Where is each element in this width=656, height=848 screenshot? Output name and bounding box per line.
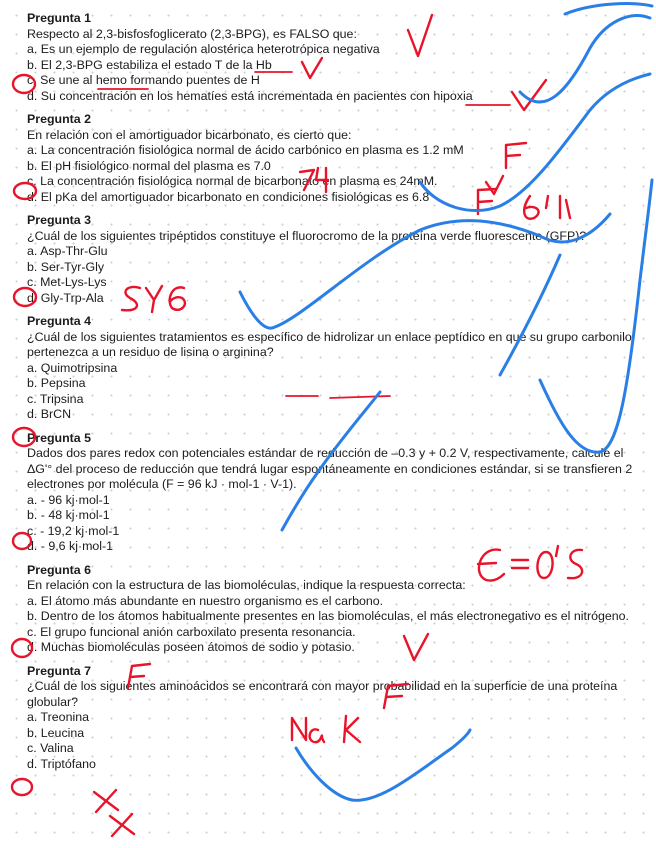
option-b: b. Pepsina — [27, 376, 86, 390]
option-d: d. Gly-Trp-Ala — [27, 290, 104, 305]
question-title: Pregunta 5 — [27, 430, 92, 445]
option-b: b. Dentro de los átomos habitualmente presentes en las biomoléculas, el más electronegativo es el nitrógeno. — [27, 609, 629, 623]
option-c: c. Tripsina — [27, 391, 84, 406]
cross-mark — [110, 814, 134, 836]
question-3 — [27, 213, 637, 306]
question-2 — [27, 112, 637, 205]
option-a: a. Treonina — [27, 710, 89, 724]
option-d: d. Su concentración en los hematíes está incrementada en pacientes con hipoxia — [27, 88, 473, 103]
option-a: a. - 96 kj·mol-1 — [27, 492, 110, 507]
option-c: c. Se une al hemo formando puentes de H — [27, 73, 260, 87]
option-a: a. El átomo más abundante en nuestro organismo es el carbono. — [27, 593, 384, 608]
question-title: Pregunta 4 — [27, 314, 92, 328]
option-d: d. - 9,6 kj·mol-1 — [27, 539, 114, 553]
question-7 — [27, 664, 637, 773]
option-d: d. Triptófano — [27, 756, 96, 771]
option-c: c. La concentración fisiológica normal de bicarbonato en plasma es 24mM. — [27, 174, 438, 188]
option-b: b. El 2,3-BPG estabiliza el estado T de la Hb — [27, 57, 272, 72]
question-stem: ¿Cuál de los siguientes aminoácidos se encontrará con mayor probabilidad en la superficie de una proteína globular? — [27, 679, 618, 709]
question-1 — [27, 11, 637, 104]
option-b: b. El pH fisiológico normal del plasma es 7.0 — [27, 158, 271, 173]
option-c: c. El grupo funcional anión carboxilato presenta resonancia. — [27, 624, 356, 639]
option-b: b. - 48 kj·mol-1 — [27, 508, 110, 522]
quiz-document — [27, 11, 637, 780]
question-4 — [27, 314, 637, 423]
option-d: d. Muchas biomoléculas poseen átomos de sodio y potasio. — [27, 640, 355, 654]
question-stem: ¿Cuál de los siguientes tratamientos es específico de hidrolizar un enlace peptídico en que su grupo carbonilo pertenezca a un residuo de lisina o arginina? — [27, 329, 632, 359]
question-title: Pregunta 7 — [27, 663, 92, 678]
question-title: Pregunta 3 — [27, 213, 92, 227]
option-c: c. Met-Lys-Lys — [27, 275, 107, 289]
option-c: c. Valina — [27, 741, 74, 755]
question-title: Pregunta 6 — [27, 562, 92, 577]
question-stem: En relación con la estructura de las biomoléculas, indique la respuesta correcta: — [27, 578, 466, 592]
question-stem: Respecto al 2,3-bisfosfoglicerato (2,3-BPG), es FALSO que: — [27, 26, 357, 41]
option-d: d. El pKa del amortiguador bicarbonato en condiciones fisiológicas es 6.8 — [27, 189, 430, 204]
option-c: c. - 19,2 kj·mol-1 — [27, 523, 120, 538]
answer-circle — [12, 779, 32, 795]
question-6 — [27, 563, 637, 656]
option-b: b. Leucina — [27, 725, 85, 740]
question-stem: En relación con el amortiguador bicarbonato, es cierto que: — [27, 127, 352, 142]
question-5 — [27, 431, 637, 555]
option-b: b. Ser-Tyr-Gly — [27, 259, 105, 274]
question-title: Pregunta 2 — [27, 112, 92, 126]
question-stem: Dados dos pares redox con potenciales estándar de reducción de –0.3 y + 0.2 V, respectivamente, calcule el ΔG'° del proceso de reducción que tendrá lugar espontáneamente en condiciones estándar, si se transfieren 2 electrones por molécula (F = 96 kJ · mol-1 · V-1). — [27, 446, 633, 491]
option-a: a. Asp-Thr-Glu — [27, 244, 108, 258]
cross-mark — [94, 790, 118, 812]
question-stem: ¿Cuál de los siguientes tripéptidos constituye el fluorocromo de la proteína verde fluorescente (GFP)? — [27, 228, 587, 243]
question-title: Pregunta 1 — [27, 11, 92, 25]
option-a: a. Es un ejemplo de regulación alostérica heterotrópica negativa — [27, 42, 380, 56]
option-a: a. La concentración fisiológica normal de ácido carbónico en plasma es 1.2 mM — [27, 143, 464, 157]
option-d: d. BrCN — [27, 407, 72, 421]
option-a: a. Quimotripsina — [27, 360, 118, 375]
